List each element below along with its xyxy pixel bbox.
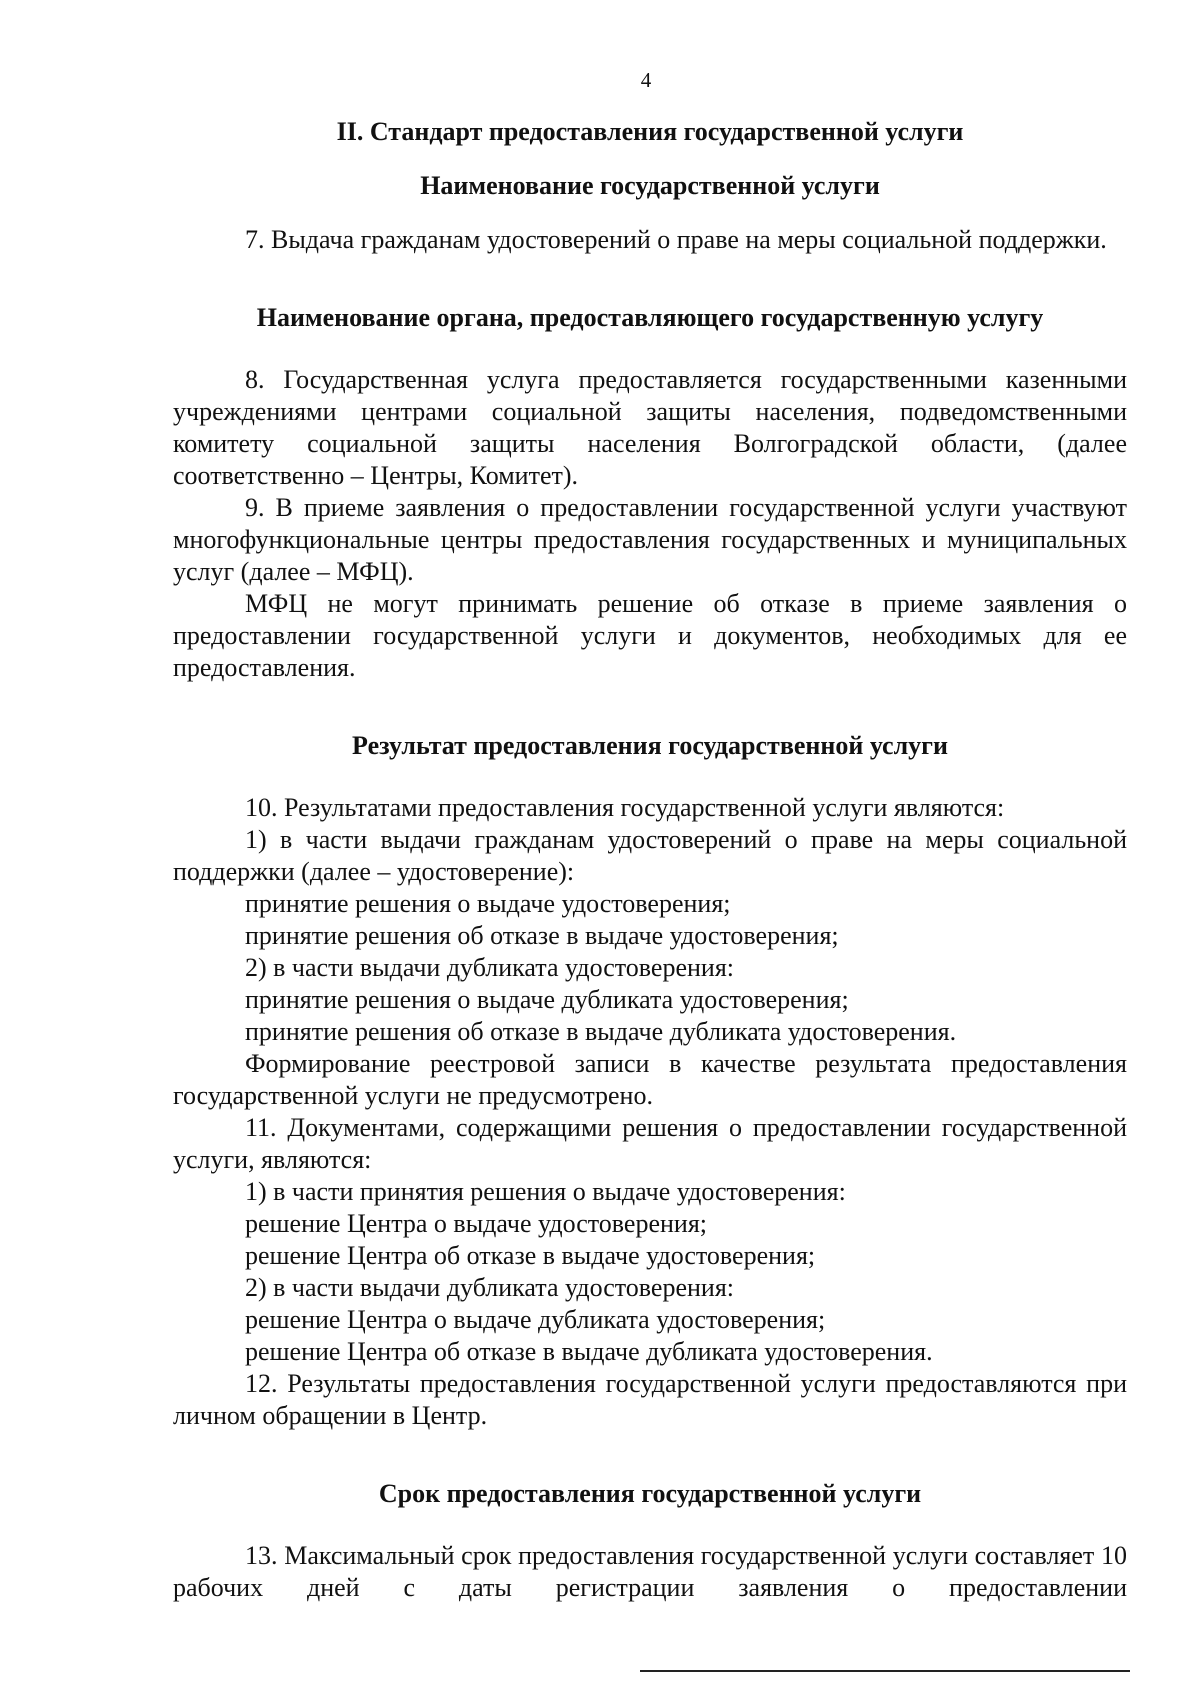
paragraph-7: 7. Выдача гражданам удостоверений о праве на меры социальной поддержки. [245, 225, 1107, 254]
paragraph-8: 8. Государственная услуга предоставляется государственными казенными учреждениями центрами социальной защиты населения, подведомственными комитету социальной защиты населения Волгоградской области, (далее соответственно – Центры, Комитет). [173, 365, 1127, 490]
paragraph-10: 10. Результатами предоставления государственной услуги являются: [245, 793, 1005, 822]
paragraph-10-2: 2) в части выдачи дубликата удостоверения: [245, 953, 735, 982]
paragraph-11: 11. Документами, содержащими решения о предоставлении государственной услуги, являются: [173, 1113, 1127, 1174]
heading-service-term: Срок предоставления государственной услуги [378, 1479, 922, 1508]
paragraph-11-2: 2) в части выдачи дубликата удостоверения: [245, 1273, 735, 1302]
heading-service-organ: Наименование органа, предоставляющего государственную услугу [256, 303, 1044, 332]
paragraph-11-1: 1) в части принятия решения о выдаче удостоверения: [245, 1177, 846, 1206]
paragraph-11-1b: решение Центра об отказе в выдаче удостоверения; [245, 1241, 816, 1270]
paragraph-10-1b: принятие решения об отказе в выдаче удостоверения; [245, 921, 839, 950]
paragraph-10-1: 1) в части выдачи гражданам удостоверений о праве на меры социальной поддержки (далее – удостоверение): [173, 825, 1127, 886]
paragraph-9: 9. В приеме заявления о предоставлении государственной услуги участвуют многофункциональные центры предоставления государственных и муниципальных услуг (далее – МФЦ). [173, 493, 1127, 586]
page-number: 4 [640, 68, 652, 92]
section-title: II. Стандарт предоставления государственной услуги [336, 117, 964, 146]
paragraph-10-registry: Формирование реестровой записи в качестве результата предоставления государственной услуги не предусмотрено. [173, 1049, 1127, 1110]
paragraph-10-1a: принятие решения о выдаче удостоверения; [245, 889, 731, 918]
paragraph-11-1a: решение Центра о выдаче удостоверения; [245, 1209, 708, 1238]
paragraph-12: 12. Результаты предоставления государственной услуги предоставляются при личном обращении в Центр. [173, 1369, 1127, 1430]
paragraph-11-2b: решение Центра об отказе в выдаче дубликата удостоверения. [245, 1337, 933, 1366]
heading-service-result: Результат предоставления государственной услуги [352, 731, 948, 760]
paragraph-mfc: МФЦ не могут принимать решение об отказе в приеме заявления о предоставлении государственной услуги и документов, необходимых для ее предоставления. [173, 589, 1127, 682]
paragraph-10-2a: принятие решения о выдаче дубликата удостоверения; [245, 985, 849, 1014]
document-body [173, 116, 1127, 1604]
heading-service-name: Наименование государственной услуги [420, 171, 880, 200]
paragraph-10-2b: принятие решения об отказе в выдаче дубликата удостоверения. [245, 1017, 957, 1046]
paragraph-11-2a: решение Центра о выдаче дубликата удостоверения; [245, 1305, 826, 1334]
bottom-rule [640, 1670, 1130, 1672]
paragraph-13: 13. Максимальный срок предоставления государственной услуги составляет 10 рабочих дней с даты регистрации заявления о предоставлении [173, 1541, 1127, 1602]
